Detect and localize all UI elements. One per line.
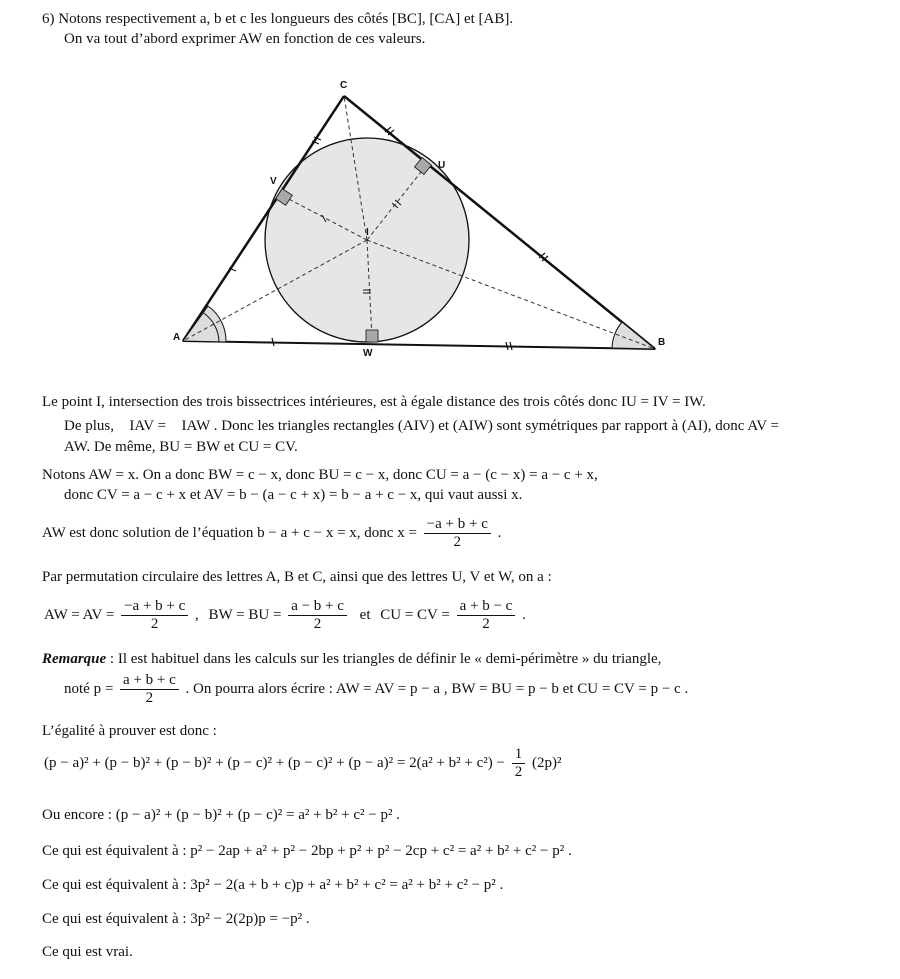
equation-aw-end: . bbox=[497, 524, 502, 541]
side-ab bbox=[183, 341, 655, 349]
fraction-aw bbox=[424, 516, 491, 551]
fraction-eq1-den: 2 bbox=[150, 616, 159, 632]
remark-line-1 bbox=[42, 650, 661, 668]
line-conclusion: Ce qui est vrai. bbox=[42, 944, 133, 960]
fraction-eq3 bbox=[457, 598, 516, 633]
line-equiv-1: Ce qui est équivalent à : p² − 2ap + a² + p² − 2bp + p² + p² − 2cp + c² = a² + b² + c² − p² . bbox=[42, 843, 572, 859]
fraction-eq3-den: 2 bbox=[482, 616, 490, 632]
text-bisectors: Le point I, intersection des trois bissectrices intérieures, est à égale distance des trois côtés donc IU = IV = IW. bbox=[42, 394, 706, 410]
angle-mark-a bbox=[183, 306, 226, 342]
line-equiv-3: Ce qui est équivalent à : 3p² − 2(2p)p = −p² . bbox=[42, 911, 310, 927]
fraction-eq1-num: −a + b + c bbox=[121, 598, 188, 616]
eq-end: . bbox=[522, 606, 526, 623]
fraction-p bbox=[120, 672, 179, 707]
label-c: C bbox=[340, 80, 348, 91]
fraction-eq2-num: a − b + c bbox=[288, 598, 347, 616]
eq-sep1: , bbox=[195, 606, 199, 623]
fraction-eq2-den: 2 bbox=[313, 616, 322, 632]
right-angle-w bbox=[366, 330, 378, 342]
incircle-figure bbox=[0, 70, 900, 370]
text-egalite: L’égalité à prouver est donc : bbox=[42, 723, 217, 739]
equation-aw-text: AW est donc solution de l’équation b − a + c − x = x, donc x = bbox=[42, 524, 417, 541]
equations-lengths bbox=[44, 598, 526, 633]
fraction-half bbox=[512, 746, 526, 781]
fraction-eq1 bbox=[121, 598, 188, 633]
intro-line-1: 6) Notons respectivement a, b et c les longueurs des côtés [BC], [CA] et [AB]. bbox=[42, 11, 514, 27]
remark-rewrite: . On pourra alors écrire : AW = AV = p − a , BW = BU = p − b et CU = CV = p − c . bbox=[185, 680, 689, 697]
fraction-aw-num: −a + b + c bbox=[424, 516, 491, 534]
label-u: U bbox=[438, 160, 446, 171]
eq1-lhs: AW = AV = bbox=[44, 606, 115, 623]
text-de-meme: AW. De même, BU = BW et CU = CV. bbox=[64, 439, 298, 455]
fraction-half-num: 1 bbox=[512, 746, 526, 764]
equation-main bbox=[44, 746, 562, 781]
text-symmetric: De plus, IAV = IAW . Donc les triangles rectangles (AIV) et (AIW) sont symétriques par rapport à (AI), donc AV = bbox=[64, 418, 756, 434]
equation-main-rhs: (2p)² bbox=[532, 754, 562, 771]
remark-p-def: noté p = bbox=[64, 680, 114, 697]
eq2-lhs: BW = BU = bbox=[208, 606, 282, 623]
line-equiv-2: Ce qui est équivalent à : 3p² − 2(a + b + c)p + a² + b² + c² = a² + b² + c² − p² . bbox=[42, 877, 504, 893]
label-a: A bbox=[173, 332, 181, 343]
fraction-half-den: 2 bbox=[514, 764, 523, 780]
intro-line-2: On va tout d’abord exprimer AW en fonction de ces valeurs. bbox=[64, 31, 426, 47]
text-donc-cv: donc CV = a − c + x et AV = b − (a − c + x) = b − a + c − x, qui vaut aussi x. bbox=[64, 487, 523, 503]
fraction-eq3-num: a + b − c bbox=[457, 598, 516, 616]
eq3-lhs: CU = CV = bbox=[380, 606, 450, 623]
fraction-p-den: 2 bbox=[145, 690, 154, 706]
label-v: V bbox=[270, 176, 277, 187]
remark-line-2 bbox=[64, 672, 688, 707]
label-b: B bbox=[658, 337, 666, 348]
fraction-eq2 bbox=[288, 598, 347, 633]
label-w: W bbox=[363, 348, 373, 359]
equation-aw bbox=[42, 516, 501, 551]
remark-text: : Il est habituel dans les calculs sur les triangles de définir le « demi-périmètre » du triangle, bbox=[106, 651, 662, 667]
eq-sep2: et bbox=[359, 606, 371, 623]
equation-main-lhs: (p − a)² + (p − b)² + (p − b)² + (p − c)² + (p − c)² + (p − a)² = 2(a² + b² + c²) − bbox=[44, 754, 505, 771]
label-i: I bbox=[366, 227, 369, 238]
text-notons-x: Notons AW = x. On a donc BW = c − x, donc BU = c − x, donc CU = a − (c − x) = a − c + x, bbox=[42, 467, 598, 483]
fraction-p-num: a + b + c bbox=[120, 672, 179, 690]
text-permutation: Par permutation circulaire des lettres A, B et C, ainsi que des lettres U, V et W, on a : bbox=[42, 569, 552, 585]
remark-label: Remarque bbox=[42, 651, 107, 667]
fraction-aw-den: 2 bbox=[453, 534, 462, 550]
line-ou-encore: Ou encore : (p − a)² + (p − b)² + (p − c)² = a² + b² + c² − p² . bbox=[42, 807, 400, 823]
